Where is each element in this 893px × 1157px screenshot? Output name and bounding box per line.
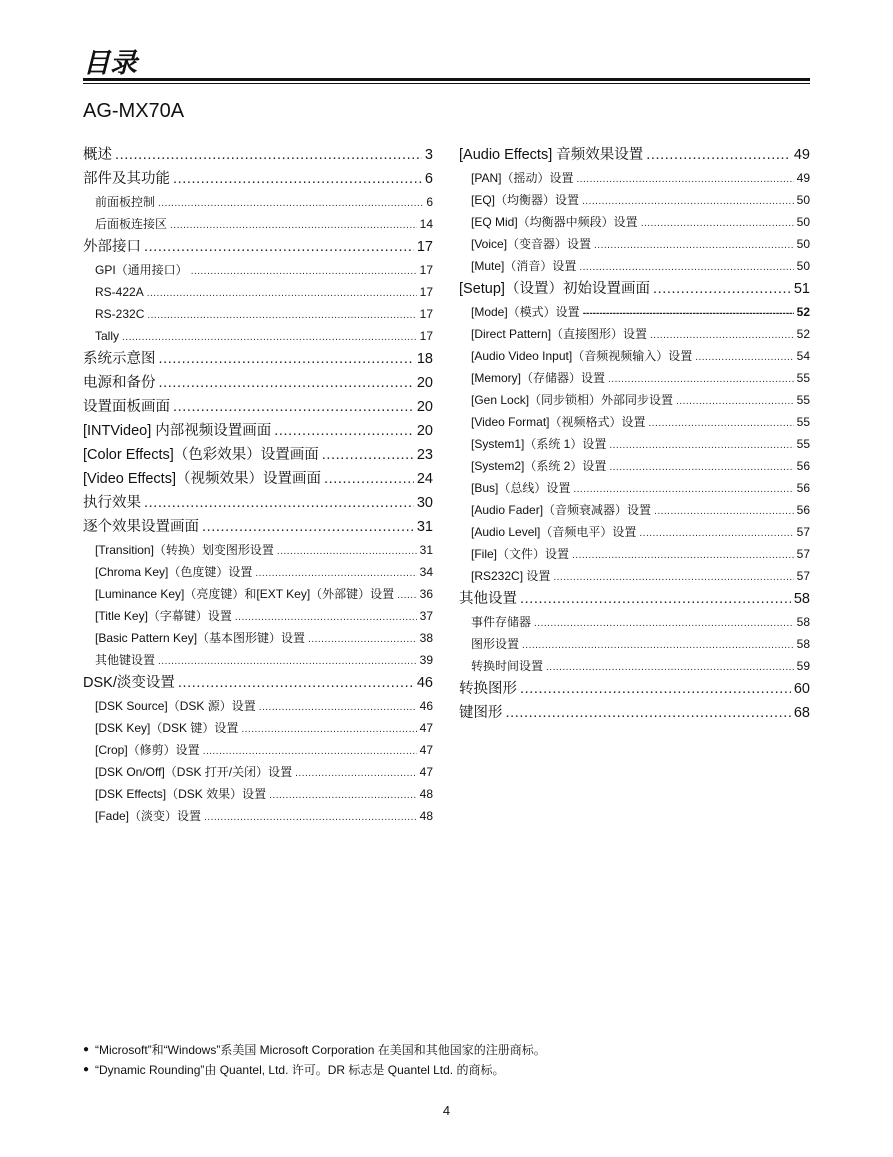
toc-entry[interactable]	[459, 433, 810, 455]
toc-entry[interactable]	[459, 323, 810, 345]
toc-leader-dots	[609, 435, 793, 457]
toc-entry-label: 其他键设置	[95, 653, 156, 667]
toc-leader-dots	[648, 413, 793, 435]
toc-entry-page: 50	[796, 259, 810, 273]
toc-leader-dots	[654, 501, 794, 523]
toc-entry-page: 20	[416, 375, 433, 391]
page-number: 4	[442, 1103, 451, 1118]
toc-right-column	[459, 143, 810, 725]
toc-leader-dots	[295, 763, 416, 785]
toc-entry-page: 50	[796, 237, 810, 251]
toc-leader-dots	[583, 303, 794, 325]
toc-entry-page: 17	[416, 239, 433, 255]
toc-entry-page: 38	[419, 631, 433, 645]
toc-entry-page: 20	[416, 423, 433, 439]
toc-entry-label: 设置面板画面	[83, 399, 170, 415]
toc-entry-label: 电源和备份	[83, 375, 156, 391]
toc-leader-dots	[609, 457, 793, 479]
toc-entry[interactable]	[83, 235, 433, 259]
toc-entry[interactable]	[459, 255, 810, 277]
toc-leader-dots	[147, 305, 416, 327]
toc-entry[interactable]	[83, 649, 433, 671]
toc-entry[interactable]	[459, 189, 810, 211]
toc-entry[interactable]	[83, 627, 433, 649]
footnote-text: “Microsoft”和“Windows”系美国 Microsoft Corporation 在美国和其他国家的注册商标。	[95, 1043, 546, 1057]
toc-entry[interactable]	[459, 565, 810, 587]
toc-entry-page: 49	[793, 147, 810, 163]
toc-entry-page: 57	[796, 525, 810, 539]
toc-leader-dots	[191, 261, 417, 283]
toc-entry-label: [System2]（系统 2）设置	[471, 459, 607, 473]
toc-entry-label: [DSK On/Off]（DSK 打开/关闭）设置	[95, 765, 293, 779]
toc-leader-dots	[144, 491, 414, 515]
toc-entry-label: [Audio Effects] 音频效果设置	[459, 147, 644, 163]
toc-entry-label: [Audio Fader]（音频衰减器）设置	[471, 503, 652, 517]
toc-leader-dots	[241, 719, 416, 741]
toc-entry-page: 17	[419, 329, 433, 343]
toc-entry[interactable]	[83, 371, 433, 395]
toc-entry-page: 60	[793, 681, 810, 697]
toc-entry[interactable]	[459, 677, 810, 701]
toc-leader-dots	[576, 169, 793, 191]
toc-entry-label: [Memory]（存储器）设置	[471, 371, 606, 385]
toc-entry[interactable]	[459, 587, 810, 611]
toc-entry-page: 58	[793, 591, 810, 607]
toc-entry-label: 系统示意图	[83, 351, 156, 367]
toc-entry-page: 3	[424, 147, 433, 163]
toc-entry[interactable]	[459, 521, 810, 543]
title-rule-thin	[83, 83, 810, 84]
toc-entry-label: [EQ Mid]（均衡器中频段）设置	[471, 215, 638, 229]
toc-leader-dots	[653, 277, 791, 301]
toc-entry-label: [Video Format]（视频格式）设置	[471, 415, 646, 429]
toc-entry-label: [DSK Effects]（DSK 效果）设置	[95, 787, 267, 801]
toc-entry-page: 56	[796, 481, 810, 495]
toc-entry[interactable]	[459, 411, 810, 433]
toc-leader-dots	[144, 235, 414, 259]
toc-entry[interactable]	[459, 543, 810, 565]
toc-entry[interactable]	[459, 167, 810, 189]
footnotes	[83, 1040, 546, 1080]
toc-leader-dots	[308, 629, 417, 651]
toc-entry[interactable]	[459, 211, 810, 233]
toc-entry-label: [RS232C] 设置	[471, 569, 551, 583]
toc-entry-label: [Audio Video Input]（音频视频输入）设置	[471, 349, 693, 363]
toc-entry-page: 58	[796, 615, 810, 629]
page-title: 目录	[83, 48, 137, 78]
toc-entry-page: 46	[419, 699, 433, 713]
toc-entry-label: [Gen Lock]（同步锁相）外部同步设置	[471, 393, 674, 407]
toc-entry-page: 57	[796, 547, 810, 561]
toc-entry-page: 31	[419, 543, 433, 557]
toc-leader-dots	[582, 191, 794, 213]
toc-entry-page: 46	[416, 675, 433, 691]
toc-entry-label: 执行效果	[83, 495, 141, 511]
toc-entry-label: [DSK Source]（DSK 源）设置	[95, 699, 256, 713]
toc-entry[interactable]	[83, 167, 433, 191]
toc-entry-page: 34	[419, 565, 433, 579]
toc-entry-label: 前面板控制	[95, 195, 156, 209]
toc-leader-dots	[173, 395, 414, 419]
toc-entry-label: 外部接口	[83, 239, 141, 255]
toc-entry-page: 49	[796, 171, 810, 185]
toc-entry[interactable]	[83, 191, 433, 213]
toc-entry-label: [Fade]（淡变）设置	[95, 809, 202, 823]
toc-leader-dots	[170, 215, 417, 237]
toc-leader-dots	[178, 671, 414, 695]
toc-leader-dots	[397, 585, 416, 607]
toc-entry-label: [PAN]（摇动）设置	[471, 171, 574, 185]
toc-entry-label: [Basic Pattern Key]（基本图形键）设置	[95, 631, 306, 645]
toc-entry-label: 键图形	[459, 705, 503, 721]
toc-entry[interactable]	[83, 419, 433, 443]
toc-entry-page: 52	[796, 305, 810, 319]
toc-entry-label: 转换图形	[459, 681, 517, 697]
toc-entry-label: [System1]（系统 1）设置	[471, 437, 607, 451]
toc-leader-dots	[203, 741, 417, 763]
toc-leader-dots	[546, 657, 794, 679]
toc-entry-label: [Video Effects]（视频效果）设置画面	[83, 471, 321, 487]
toc-leader-dots	[277, 541, 417, 563]
toc-entry-label: [Luminance Key]（亮度键）和[EXT Key]（外部键）设置	[95, 587, 395, 601]
toc-entry-page: 47	[419, 721, 433, 735]
toc-entry-page: 17	[419, 263, 433, 277]
toc-leader-dots	[322, 443, 414, 467]
toc-entry[interactable]	[83, 717, 433, 739]
toc-entry[interactable]	[459, 143, 810, 167]
toc-entry[interactable]	[83, 213, 433, 235]
toc-leader-dots	[235, 607, 417, 629]
toc-leader-dots	[594, 235, 794, 257]
toc-entry-label: 事件存储器	[471, 615, 532, 629]
toc-leader-dots	[158, 651, 417, 673]
toc-entry-page: 55	[796, 415, 810, 429]
toc-entry[interactable]	[83, 561, 433, 583]
toc-entry-label: [File]（文件）设置	[471, 547, 570, 561]
toc-entry[interactable]	[83, 605, 433, 627]
toc-entry-page: 47	[419, 765, 433, 779]
toc-entry[interactable]	[83, 515, 433, 539]
toc-entry-label: [INTVideo] 内部视频设置画面	[83, 423, 272, 439]
toc-entry-label: [Mute]（消音）设置	[471, 259, 577, 273]
toc-entry-page: 6	[424, 171, 433, 187]
toc-leader-dots	[159, 371, 414, 395]
toc-leader-dots	[573, 479, 793, 501]
toc-leader-dots	[520, 587, 791, 611]
toc-leader-dots	[159, 347, 414, 371]
toc-leader-dots	[522, 635, 794, 657]
toc-entry-page: 31	[416, 519, 433, 535]
toc-entry[interactable]	[83, 467, 433, 491]
toc-leader-dots	[115, 143, 422, 167]
toc-entry-page: 20	[416, 399, 433, 415]
toc-leader-dots	[553, 567, 793, 589]
toc-leader-dots	[646, 143, 791, 167]
toc-entry[interactable]	[83, 281, 433, 303]
toc-entry-label: RS-422A	[95, 285, 144, 299]
toc-leader-dots	[147, 283, 417, 305]
toc-entry-page: 14	[419, 217, 433, 231]
toc-entry-label: 图形设置	[471, 637, 520, 651]
toc-entry-page: 17	[419, 307, 433, 321]
toc-entry-page: 6	[426, 195, 433, 209]
toc-entry[interactable]	[459, 301, 810, 323]
toc-entry[interactable]	[459, 655, 810, 677]
toc-entry-label: [Mode]（模式）设置	[471, 305, 580, 319]
toc-entry[interactable]	[83, 539, 433, 561]
toc-entry[interactable]	[83, 491, 433, 515]
toc-entry-label: [Color Effects]（色彩效果）设置画面	[83, 447, 319, 463]
toc-entry-label: [DSK Key]（DSK 键）设置	[95, 721, 239, 735]
toc-entry-label: 转换时间设置	[471, 659, 544, 673]
toc-entry[interactable]	[459, 633, 810, 655]
toc-entry[interactable]	[459, 611, 810, 633]
toc-entry[interactable]	[83, 783, 433, 805]
toc-leader-dots	[650, 325, 794, 347]
toc-entry-page: 56	[796, 503, 810, 517]
toc-entry-label: [Bus]（总线）设置	[471, 481, 571, 495]
toc-entry-label: [Audio Level]（音频电平）设置	[471, 525, 637, 539]
toc-entry-page: 58	[796, 637, 810, 651]
toc-entry-page: 50	[796, 193, 810, 207]
toc-leader-dots	[520, 677, 791, 701]
toc-entry[interactable]	[83, 303, 433, 325]
toc-entry-page: 18	[416, 351, 433, 367]
toc-entry-label: 概述	[83, 147, 112, 163]
toc-entry[interactable]	[83, 695, 433, 717]
model-name: AG-MX70A	[83, 100, 185, 122]
toc-leader-dots	[639, 523, 793, 545]
toc-entry-page: 39	[419, 653, 433, 667]
toc-entry-page: 55	[796, 437, 810, 451]
toc-entry-label: [Chroma Key]（色度键）设置	[95, 565, 253, 579]
toc-leader-dots	[608, 369, 794, 391]
toc-entry[interactable]	[83, 761, 433, 783]
toc-leader-dots	[572, 545, 794, 567]
toc-entry-page: 30	[416, 495, 433, 511]
toc-entry-page: 51	[793, 281, 810, 297]
toc-entry[interactable]	[83, 443, 433, 467]
toc-entry-label: 后面板连接区	[95, 217, 168, 231]
toc-leader-dots	[641, 213, 794, 235]
toc-entry-label: GPI（通用接口）	[95, 263, 188, 277]
toc-entry[interactable]	[83, 583, 433, 605]
toc-entry[interactable]	[83, 805, 433, 827]
toc-entry[interactable]	[459, 499, 810, 521]
toc-entry[interactable]	[459, 345, 810, 367]
toc-entry[interactable]	[83, 395, 433, 419]
toc-entry[interactable]	[83, 259, 433, 281]
toc-entry-label: 其他设置	[459, 591, 517, 607]
toc-leader-dots	[204, 807, 417, 829]
toc-entry-label: [Title Key]（字幕键）设置	[95, 609, 232, 623]
toc-entry[interactable]	[83, 143, 433, 167]
toc-entry-label: [Direct Pattern]（直接图形）设置	[471, 327, 648, 341]
toc-entry[interactable]	[459, 477, 810, 499]
toc-entry-label: [Setup]（设置）初始设置画面	[459, 281, 650, 297]
toc-leader-dots	[158, 193, 423, 215]
toc-entry-page: 36	[419, 587, 433, 601]
toc-entry-page: 37	[419, 609, 433, 623]
toc-left-column	[83, 143, 433, 827]
toc-entry-label: RS-232C	[95, 307, 145, 321]
toc-entry-page: 56	[796, 459, 810, 473]
toc-entry-label: 部件及其功能	[83, 171, 170, 187]
toc-leader-dots	[173, 167, 422, 191]
footnote	[83, 1040, 546, 1060]
bullet-icon: ●	[83, 1064, 90, 1075]
toc-entry-page: 48	[419, 787, 433, 801]
toc-entry-page: 59	[796, 659, 810, 673]
toc-entry[interactable]	[459, 455, 810, 477]
toc-leader-dots	[579, 257, 793, 279]
toc-leader-dots	[506, 701, 791, 725]
toc-entry-page: 52	[796, 327, 810, 341]
toc-entry-label: DSK/淡变设置	[83, 675, 175, 691]
toc-entry-page: 54	[796, 349, 810, 363]
toc-entry[interactable]	[83, 739, 433, 761]
toc-entry[interactable]	[459, 277, 810, 301]
toc-entry[interactable]	[83, 325, 433, 347]
toc-entry[interactable]	[459, 701, 810, 725]
toc-entry-page: 55	[796, 393, 810, 407]
toc-leader-dots	[122, 327, 417, 349]
title-rule-thick	[83, 78, 810, 81]
toc-leader-dots	[274, 419, 414, 443]
toc-entry-label: Tally	[95, 329, 120, 343]
toc-entry[interactable]	[459, 233, 810, 255]
toc-entry-page: 47	[419, 743, 433, 757]
toc-entry[interactable]	[83, 347, 433, 371]
toc-entry-page: 24	[416, 471, 433, 487]
toc-leader-dots	[324, 467, 414, 491]
toc-entry-page: 48	[419, 809, 433, 823]
toc-entry[interactable]	[83, 671, 433, 695]
toc-leader-dots	[259, 697, 417, 719]
toc-entry[interactable]	[459, 389, 810, 411]
toc-leader-dots	[269, 785, 416, 807]
toc-entry-label: [EQ]（均衡器）设置	[471, 193, 580, 207]
toc-entry-label: [Voice]（变音器）设置	[471, 237, 592, 251]
footnote	[83, 1060, 546, 1080]
footnote-text: “Dynamic Rounding”由 Quantel, Ltd. 许可。DR 标志是 Quantel Ltd. 的商标。	[95, 1063, 505, 1077]
toc-leader-dots	[255, 563, 416, 585]
toc-entry[interactable]	[459, 367, 810, 389]
toc-entry-page: 50	[796, 215, 810, 229]
toc-entry-page: 57	[796, 569, 810, 583]
toc-entry-page: 55	[796, 371, 810, 385]
toc-leader-dots	[202, 515, 414, 539]
toc-leader-dots	[676, 391, 794, 413]
toc-entry-label: [Transition]（转换）划变图形设置	[95, 543, 274, 557]
toc-entry-page: 68	[793, 705, 810, 721]
bullet-icon: ●	[83, 1044, 90, 1055]
toc-entry-label: [Crop]（修剪）设置	[95, 743, 200, 757]
toc-entry-page: 17	[419, 285, 433, 299]
toc-entry-page: 23	[416, 447, 433, 463]
toc-leader-dots	[695, 347, 793, 369]
toc-leader-dots	[534, 613, 794, 635]
toc-entry-label: 逐个效果设置画面	[83, 519, 199, 535]
